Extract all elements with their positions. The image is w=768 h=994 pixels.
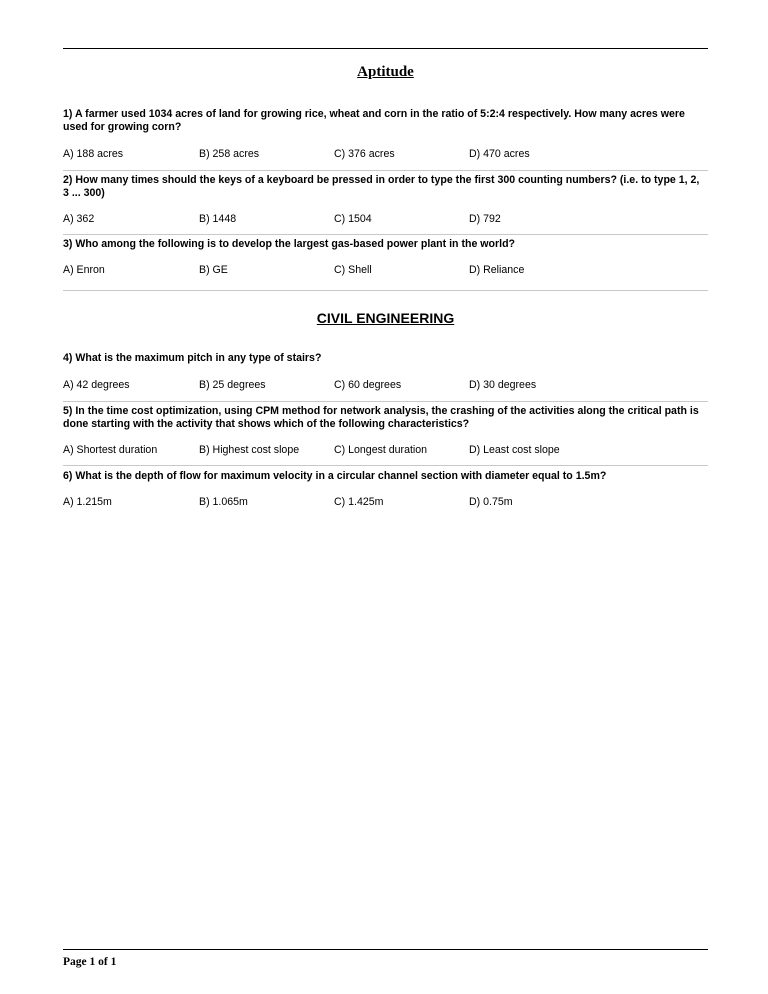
question-2-option-b: B) 1448 [199, 213, 237, 225]
question-2-option-d: D) 792 [469, 213, 501, 225]
question-5-options [63, 443, 708, 457]
question-6-option-d: D) 0.75m [469, 496, 513, 508]
question-4-option-a: A) 42 degrees [63, 379, 130, 391]
question-1-text: 1) A farmer used 1034 acres of land for growing rice, wheat and corn in the ratio of 5:2:4 respectively. How many acres were used for growing corn? [63, 108, 685, 133]
question-1-option-b: B) 258 acres [199, 148, 260, 160]
question-1-option-d: D) 470 acres [469, 148, 530, 160]
question-4-option-b: B) 25 degrees [199, 379, 266, 391]
page-number: Page 1 of 1 [63, 956, 117, 968]
section-title-civil-engineering: CIVIL ENGINEERING [316, 310, 455, 326]
question-4-text: 4) What is the maximum pitch in any type of stairs? [63, 352, 322, 364]
question-6-options [63, 495, 708, 509]
question-2-text: 2) How many times should the keys of a keyboard be pressed in order to type the first 300 counting numbers? (i.e. to type 1, 2, 3 ... 300) [63, 174, 700, 199]
question-2-options [63, 212, 708, 226]
question-1-options [63, 147, 708, 161]
question-1-option-c: C) 376 acres [334, 148, 395, 160]
question-3-option-c: C) Shell [334, 264, 372, 276]
question-4-option-c: C) 60 degrees [334, 379, 402, 391]
question-6-option-a: A) 1.215m [63, 496, 112, 508]
question-3-option-d: D) Reliance [469, 264, 525, 276]
question-divider [63, 401, 708, 402]
question-4-options [63, 378, 708, 392]
question-1-option-a: A) 188 acres [63, 148, 124, 160]
question-2-option-a: A) 362 [63, 213, 95, 225]
section-title-aptitude: Aptitude [357, 64, 414, 80]
question-2-option-c: C) 1504 [334, 213, 372, 225]
section-divider [63, 290, 708, 291]
question-5-text: 5) In the time cost optimization, using CPM method for network analysis, the crashing of the activities along the critical path is done starting with the activity that shows which of the following characteristics? [63, 405, 699, 430]
question-divider [63, 465, 708, 466]
question-divider [63, 234, 708, 235]
question-3-option-b: B) GE [199, 264, 228, 276]
question-6-option-c: C) 1.425m [334, 496, 384, 508]
question-3-option-a: A) Enron [63, 264, 105, 276]
question-4-option-d: D) 30 degrees [469, 379, 537, 391]
question-3-options [63, 263, 708, 277]
question-divider [63, 170, 708, 171]
header-rule [63, 48, 708, 49]
question-5-option-d: D) Least cost slope [469, 444, 560, 456]
question-6-option-b: B) 1.065m [199, 496, 248, 508]
footer-rule [63, 949, 708, 950]
question-5-option-b: B) Highest cost slope [199, 444, 300, 456]
question-3-text: 3) Who among the following is to develop the largest gas-based power plant in the world? [63, 238, 516, 250]
question-6-text: 6) What is the depth of flow for maximum velocity in a circular channel section with diameter equal to 1.5m? [63, 470, 607, 482]
question-5-option-c: C) Longest duration [334, 444, 428, 456]
question-5-option-a: A) Shortest duration [63, 444, 158, 456]
